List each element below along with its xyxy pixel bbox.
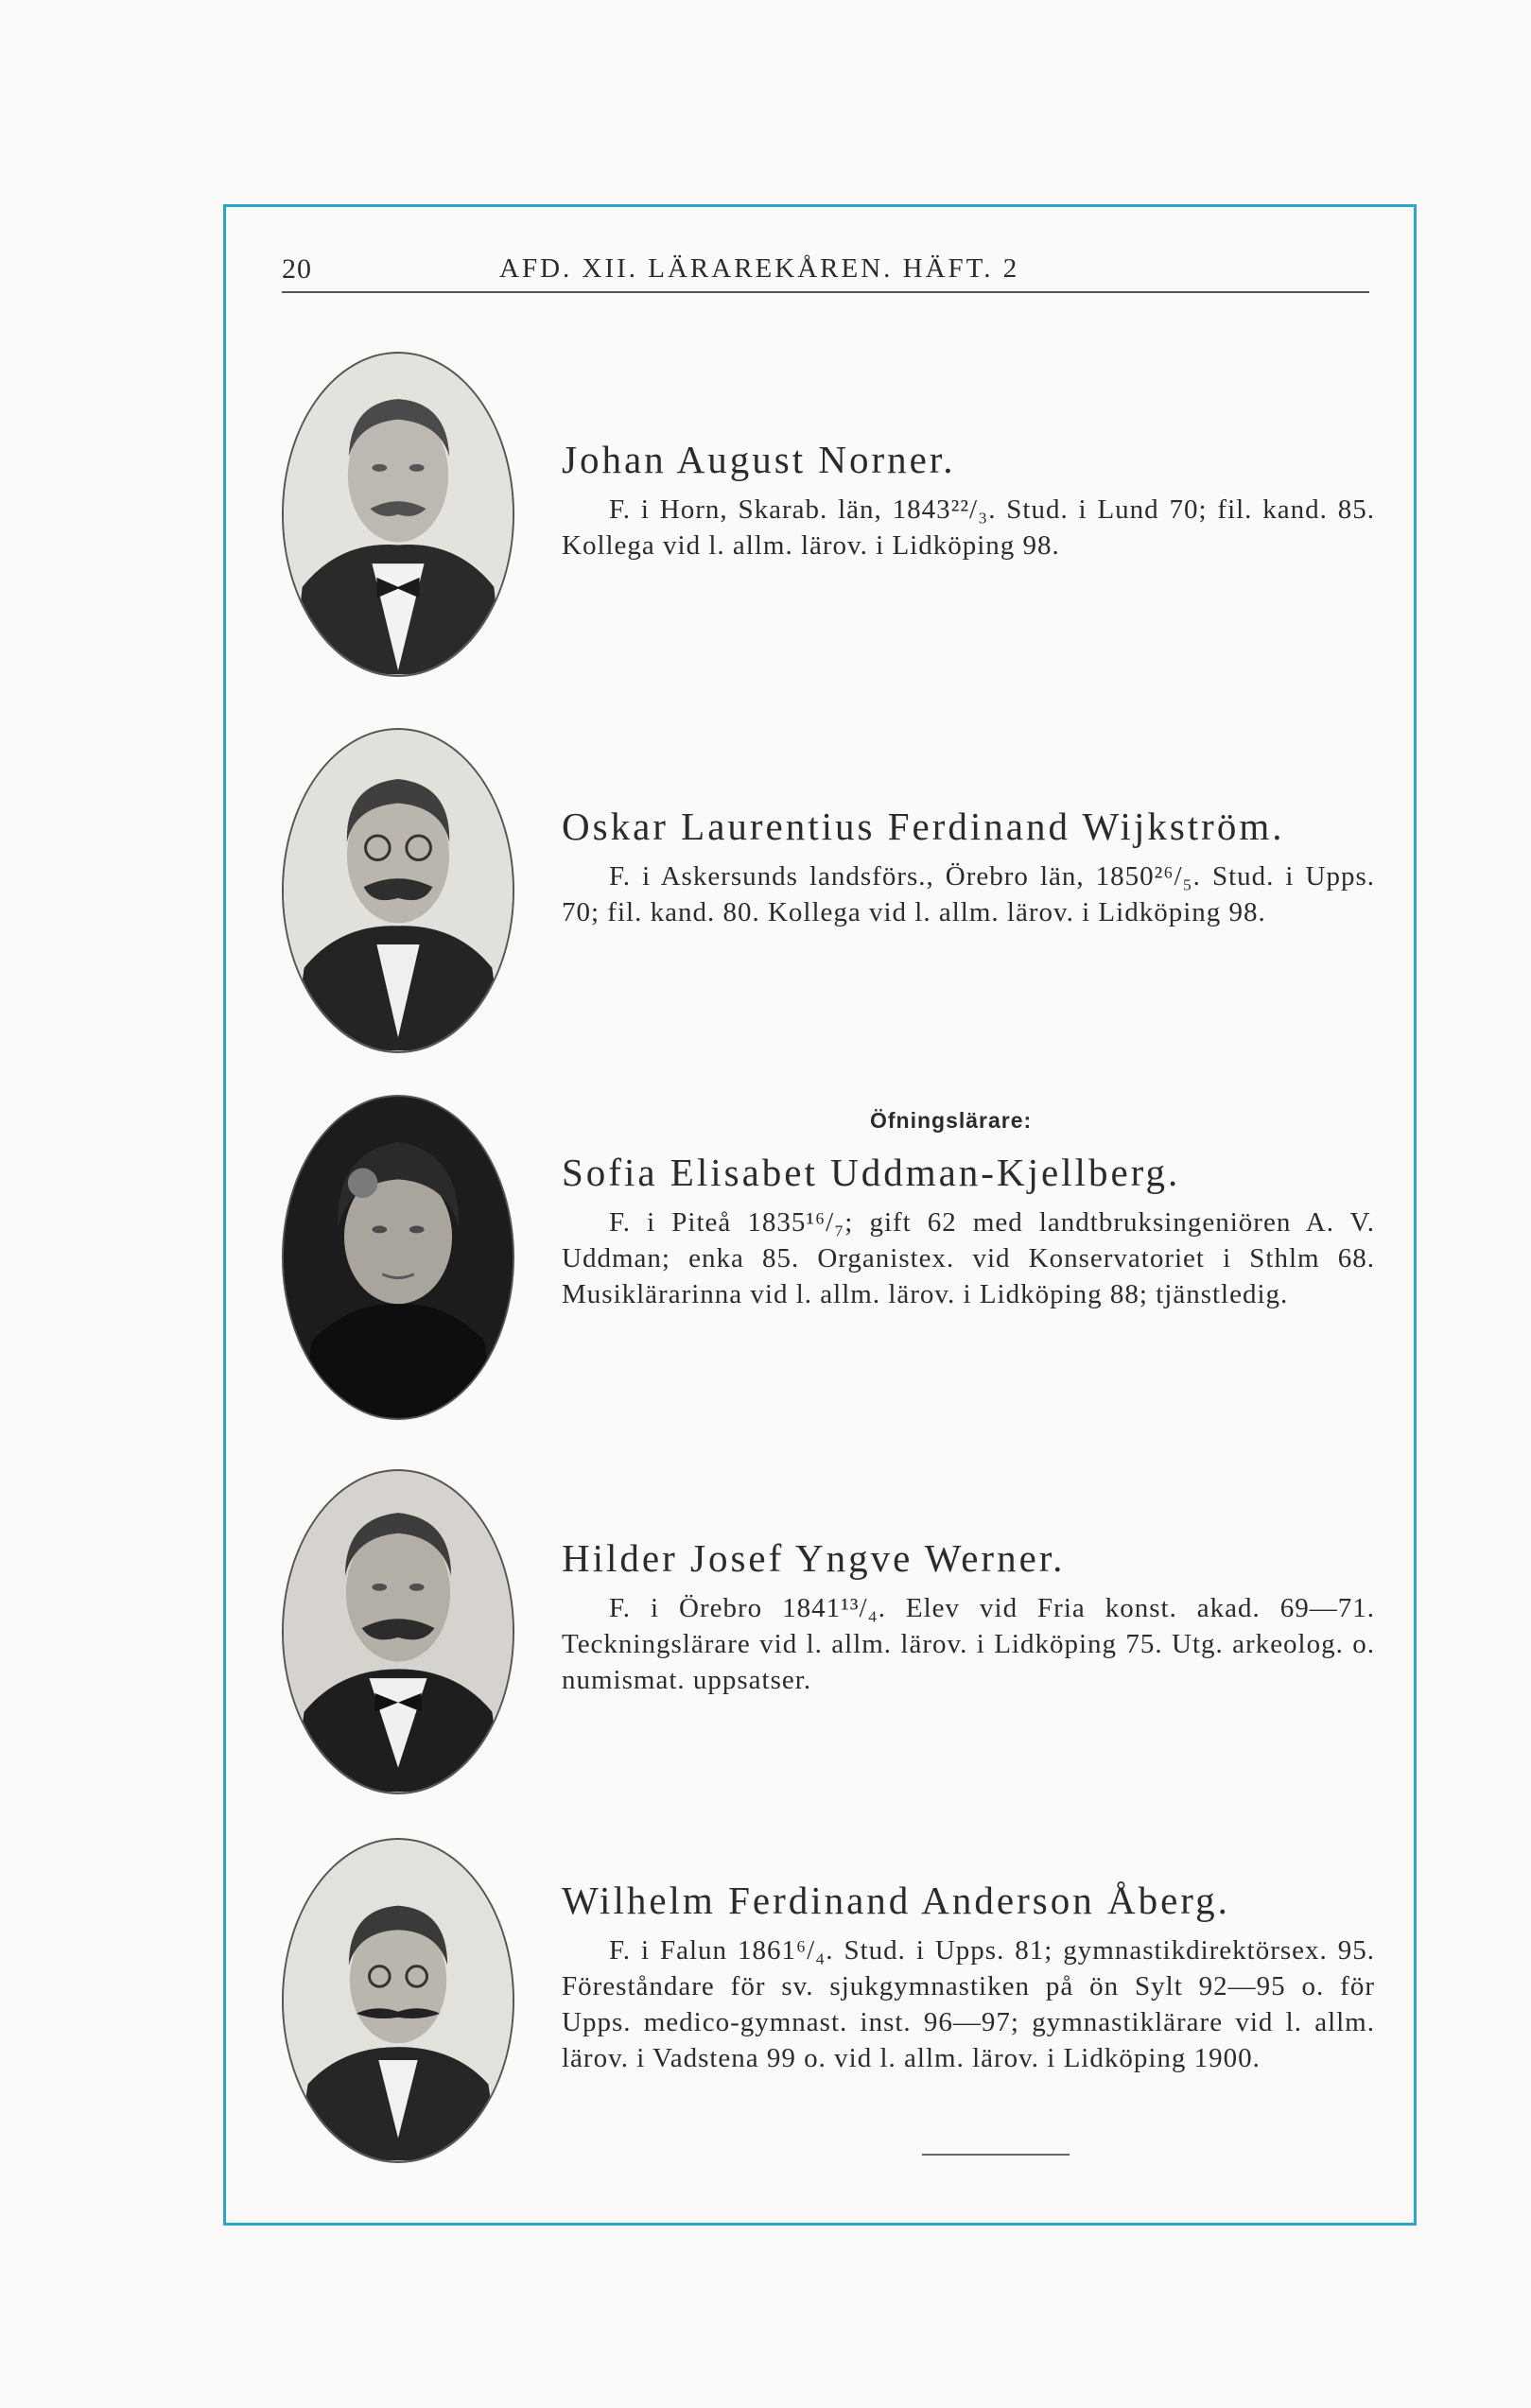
person-bio: F. i Askersunds landsförs., Örebro län, 1850²⁶/₅. Stud. i Upps. 70; fil. kand. 80. Kollega vid l. allm. lärov. i Lidköping 98. xyxy=(562,861,1375,927)
page-number: 20 xyxy=(282,253,312,285)
person-bio: F. i Horn, Skarab. län, 1843²²/₃. Stud. i Lund 70; fil. kand. 85. Kollega vid l. allm. lärov. i Lidköping 98. xyxy=(562,494,1375,561)
person-name: Wilhelm Ferdinand Anderson Åberg. xyxy=(562,1879,1230,1922)
person-name: Oskar Laurentius Ferdinand Wijkström. xyxy=(562,805,1285,848)
person-name: Hilder Josef Yngve Werner. xyxy=(562,1536,1066,1580)
running-header xyxy=(282,248,1369,293)
running-title: AFD. XII. LÄRAREKÅREN. HÄFT. 2 xyxy=(499,253,1020,284)
end-rule xyxy=(922,2154,1070,2156)
person-bio: F. i Örebro 1841¹³/₄. Elev vid Fria konst. akad. 69—71. Teckningslärare vid l. allm. lärov. i Lidköping 75. Utg. arkeolog. o. numismat. uppsatser. xyxy=(562,1593,1375,1695)
person-bio: F. i Falun 1861⁶/₄. Stud. i Upps. 81; gymnastikdirektörsex. 95. Föreståndare för sv. sjukgymnastiken på ön Sylt 92—95 o. för Upps. medico-gymnast. inst. 96—97; gymnastiklärare vid l. allm. lärov. i Vadstena 99 o. vid l. allm. lärov. i Lidköping 1900. xyxy=(562,1935,1375,2073)
person-name: Johan August Norner. xyxy=(562,438,956,481)
person-name: Sofia Elisabet Uddman-Kjellberg. xyxy=(562,1151,1181,1194)
portrait-image xyxy=(284,730,513,1051)
section-heading: Öfningslärare: xyxy=(870,1108,1033,1133)
portrait-image xyxy=(284,1097,513,1418)
portrait-photo xyxy=(282,1469,514,1794)
person-bio: F. i Piteå 1835¹⁶/₇; gift 62 med landtbruksingeniören A. V. Uddman; enka 85. Organistex. vid Konservatoriet i Sthlm 68. Musiklärarinna vid l. allm. lärov. i Lidköping 88; tjänstledig. xyxy=(562,1207,1375,1309)
portrait-image xyxy=(284,1840,513,2161)
portrait-image xyxy=(284,1471,513,1793)
portrait-image xyxy=(284,354,513,675)
portrait-photo xyxy=(282,352,514,677)
portrait-photo xyxy=(282,728,514,1053)
portrait-photo xyxy=(282,1095,514,1420)
portrait-photo xyxy=(282,1838,514,2163)
